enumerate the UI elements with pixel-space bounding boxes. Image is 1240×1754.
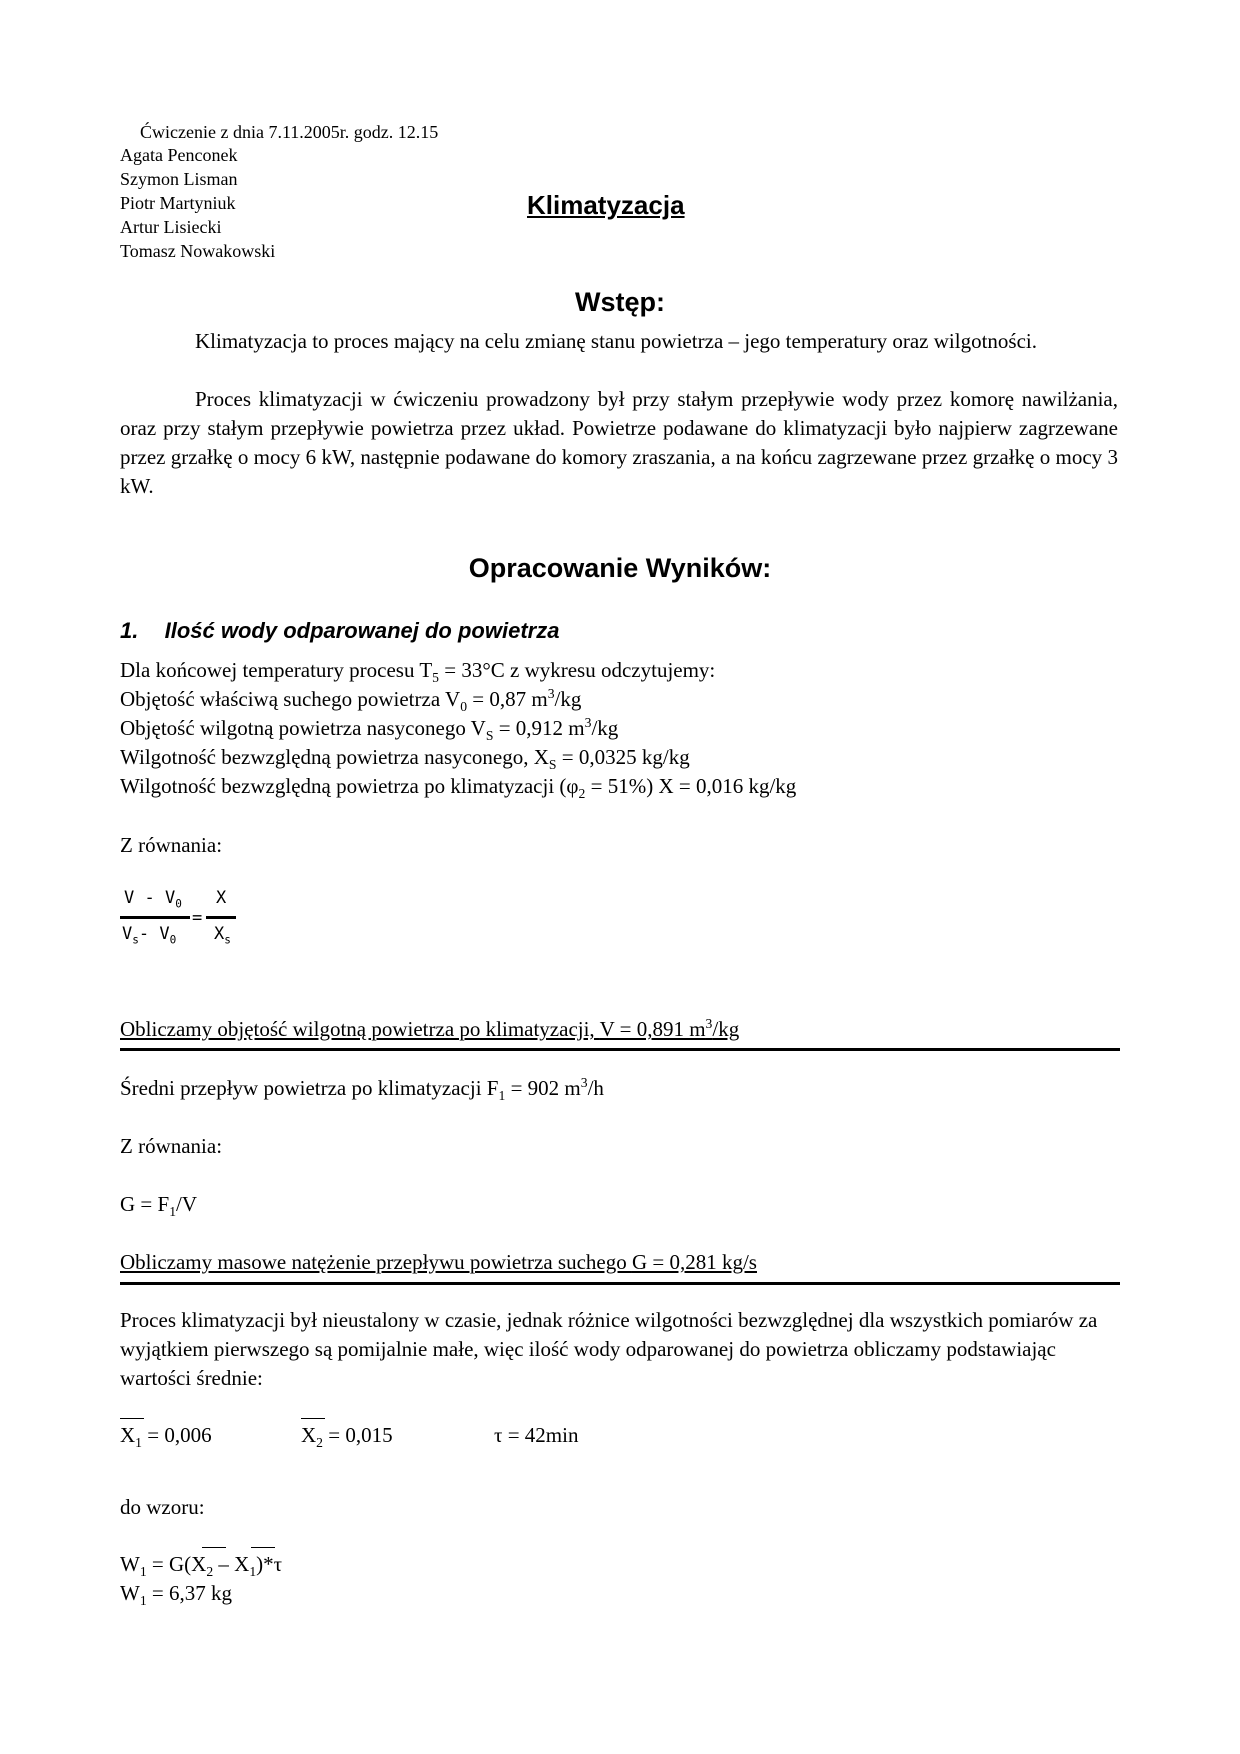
author-3: Piotr Martyniuk: [120, 193, 236, 213]
equation-1-equals: =: [192, 908, 203, 928]
section-1-heading: [120, 618, 559, 644]
water-result: $W_1 = 6,37$ kg: [120, 1581, 232, 1609]
equation-label-1: Z równania:: [120, 833, 223, 857]
equation-1-right-denominator: $X_s$: [214, 924, 231, 947]
average-flow-line: Średni przepływ powietrza po klimatyzacji $F_1 = 902$ $m^3/h$: [120, 1075, 604, 1104]
result-mass-flow: Obliczamy masowe natężenie przepływu powietrza suchego G = 0,281 kg/s: [120, 1250, 757, 1274]
section-1-number: 1.: [120, 618, 139, 643]
intro-heading: Wstęp:: [575, 287, 665, 317]
x2-average: $X_2 = 0,015$: [301, 1423, 393, 1451]
exercise-date-line: Ćwiczenie z dnia 7.11.2005r. godz. 12.15: [140, 122, 439, 142]
document-title: Klimatyzacja: [527, 190, 685, 220]
intro-paragraph-1-text: Klimatyzacja to proces mający na celu zmianę stanu powietrza – jego temperatury oraz wilgotności.: [195, 329, 1037, 353]
formula-x1-overbar: [251, 1547, 275, 1548]
x2-overbar: [301, 1418, 325, 1419]
author-2: Szymon Lisman: [120, 169, 238, 189]
tau-value: τ = 42min: [494, 1423, 579, 1447]
author-5: Tomasz Nowakowski: [120, 241, 276, 261]
equation-1-left-denominator: $V_s-$ $V_0$: [122, 924, 177, 947]
fraction-bar-right: [206, 916, 236, 919]
formula-label: do wzoru:: [120, 1495, 205, 1519]
equation-1-left-numerator: V - $V_0$: [124, 888, 182, 911]
author-4: Artur Lisiecki: [120, 217, 222, 237]
intro-paragraph-2: [120, 385, 1118, 501]
equation-1-right-numerator: X: [216, 888, 227, 908]
author-1: Agata Penconek: [120, 145, 238, 165]
given-temperature-line: Dla końcowej temperatury procesu $T_5 = 33^\circ C$ z wykresu odczytujemy:: [120, 658, 716, 686]
result-divider-1: [120, 1048, 1120, 1051]
section-1-title: Ilość wody odparowanej do powietrza: [164, 618, 560, 643]
process-paragraph: Proces klimatyzacji był nieustalony w czasie, jednak różnice wilgotności bezwzględnej dla wszystkich pomiarów za wyjątkiem pierwszego są pomijalnie małe, więc ilość wody odparowanej do powietrza obliczamy podstawiając wartości średnie:: [120, 1308, 1098, 1390]
dry-air-volume-line: Objętość właściwą suchego powietrza $V_0 = 0,87$ $m^3/kg$: [120, 686, 582, 715]
x1-overbar: [120, 1418, 144, 1419]
formula-x2-overbar: [202, 1547, 226, 1548]
equation-label-2: Z równania:: [120, 1134, 223, 1158]
intro-paragraph-1: [120, 327, 1118, 356]
result-divider-2: [120, 1282, 1120, 1285]
equation-1: [120, 880, 250, 950]
water-formula: $W_1 = G(X_2 - X_1)*\tau$: [120, 1552, 283, 1580]
intro-paragraph-2-text: Proces klimatyzacji w ćwiczeniu prowadzony był przy stałym przepływie wody przez komorę nawilżania, oraz przy stałym przepływie powietrza przez układ. Powietrze podawane do klimatyzacji było najpierw zagrzewane przez grzałkę o mocy 6 kW, następnie podawane do komory zraszania, a na końcu zagrzewane przez grzałkę o mocy 3 kW.: [120, 387, 1118, 498]
results-heading: Opracowanie Wyników:: [468, 553, 772, 583]
fraction-bar-left: [120, 916, 190, 919]
x1-average: $X_1 = 0,006$: [120, 1423, 212, 1451]
final-humidity-line: Wilgotność bezwzględną powietrza po klimatyzacji $(\varphi_2 = 51\%) X = 0,016$ kg/kg: [120, 774, 797, 802]
equation-2: $G = F_1/V$: [120, 1192, 198, 1220]
saturated-humidity-line: Wilgotność bezwzględną powietrza nasyconego, $X_S = 0,0325$ kg/kg: [120, 745, 690, 773]
saturated-volume-line: Objętość wilgotną powietrza nasyconego $V_S = 0,912$ $m^3/kg$: [120, 715, 619, 744]
result-humid-volume: Obliczamy objętość wilgotną powietrza po klimatyzacji, V = 0,891 $m^3/kg$: [120, 1016, 740, 1041]
